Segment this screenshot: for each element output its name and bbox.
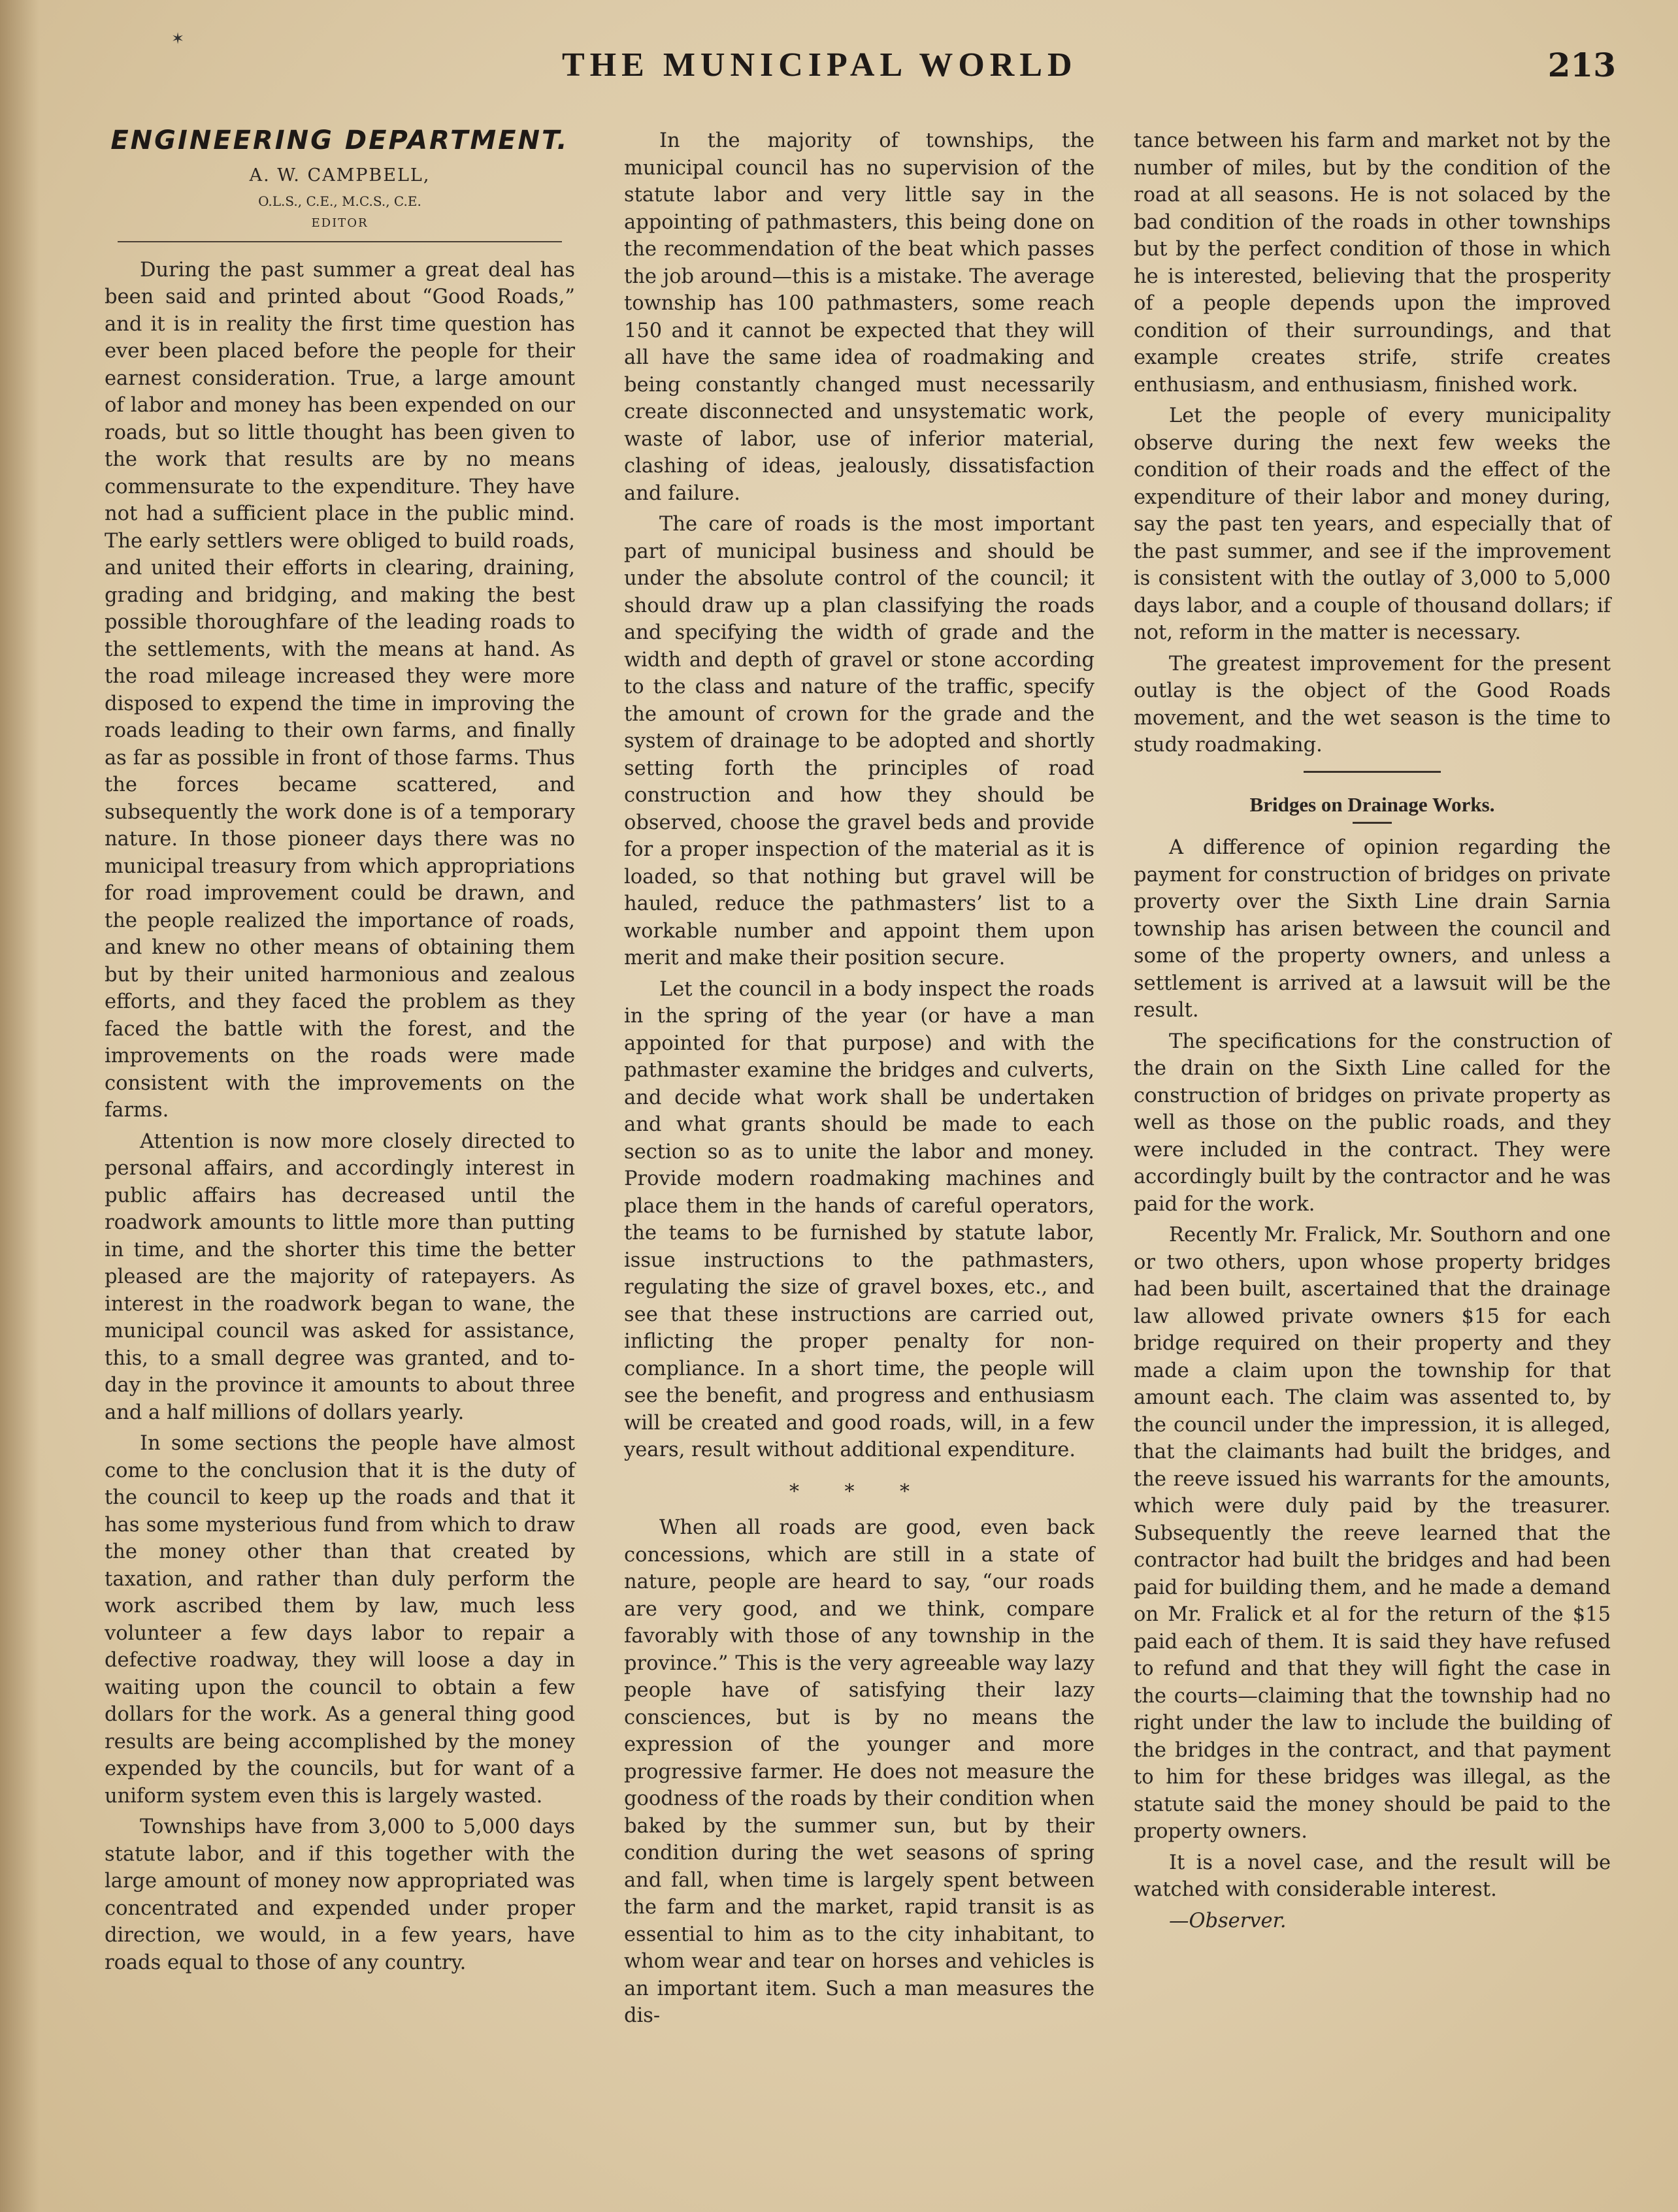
page-header	[0, 46, 1678, 105]
article-subheading: Bridges on Drainage Works.	[1249, 792, 1495, 816]
paragraph: The specifications for the construction of the drain on the Sixth Line called for the construction of bridges on private property as well as those on the public roads, and they were included in the contract. They were accordingly built by the contractor and he was paid for the work.	[1134, 1030, 1611, 1216]
signature: —Observer.	[1169, 1909, 1287, 1932]
ink-fleck: ✶	[171, 29, 185, 48]
editor-role: EDITOR	[311, 216, 369, 230]
column-1	[105, 127, 575, 1980]
editor-credentials: O.L.S., C.E., M.C.S., C.E.	[258, 193, 421, 209]
paragraph: The care of roads is the most important part of municipal business and should be under the absolute control of the council; it should draw up a plan classifying the roads and specifying the width of grade and the width and depth of gravel or stone according to the class and nature of the traffic, specify the amount of crown for the grade and the system of drainage to be adopted and shortly setting forth the principles of road construction and how they should be observed, choose the gravel beds and provide for a proper inspection of the material as it is loaded, so that nothing but gravel will be hauled, reduce the pathmasters’ list to a workable number and appoint them upon merit and make their position secure.	[624, 513, 1094, 969]
column-2	[624, 127, 1094, 2034]
column-3	[1134, 127, 1611, 1938]
page-edge-shadow	[0, 0, 39, 2212]
paragraph: During the past summer a great deal has been said and printed about “Good Roads,” and it is in reality the first time question has ever been placed before the people for their earnest consideration. True, a large amount of labor and money has been expended on our roads, but so little thought has been given to the work that results are by no means commensurate to the expenditure. They have not had a sufficient place in the public mind. The early settlers were obliged to build roads, and united their efforts in clearing, draining, grading and bridging, and making the best possible thoroughfare of the leading roads to the settlements, with the means at hand. As the road mileage increased they were more disposed to expend the time in improving the roads leading to their own farms, and finally as far as possible in front of those farms. Thus the forces became scattered, and subsequently the work done is of a temporary nature. In those pioneer days there was no municipal treasury from which appropriations for road improvement could be drawn, and the people realized the importance of roads, and knew no other means of obtaining them but by their united harmonious and zealous efforts, and they faced the problem as they faced the battle with the forest, and the improvements on the roads were made consistent with the improvements on the farms.	[105, 258, 575, 1122]
subheading-rule	[1353, 822, 1392, 824]
department-heading: ENGINEERING DEPARTMENT.	[110, 125, 569, 155]
paragraph: Attention is now more closely directed to personal affairs, and accordingly interest in public affairs has decreased until the roadwork amounts to little more than putting in time, and the shorter this time the better pleased are the majority of ratepayers. As interest in the roadwork began to wane, the municipal council was asked for assistance, this, to a small degree was granted, and to-day in the province it amounts to about three and a half millions of dollars yearly.	[105, 1130, 575, 1424]
paragraph: A difference of opinion regarding the payment for construction of bridges on private proverty over the Sixth Line drain Sarnia township has arisen between the council and some of the property owners, and unless a settlement is arrived at a lawsuit will be the result.	[1134, 836, 1611, 1022]
paragraph: Let the council in a body inspect the roads in the spring of the year (or have a man appointed for that purpose) and with the pathmaster examine the bridges and culverts, and decide what work shall be undertaken and what grants should be made to each section so as to unite the labor and money. Provide modern roadmaking machines and place them in the hands of careful operators, the teams to be furnished by statute labor, issue instructions to the pathmasters, regulating the size of gravel boxes, etc., and see that these instructions are carried out, inflicting the proper penalty for non-compliance. In a short time, the people will see the benefit, and progress and enthusiasm will be created and good roads, will, in a few years, result without additional expenditure.	[624, 977, 1094, 1461]
paragraph: Recently Mr. Fralick, Mr. Southorn and one or two others, upon whose property bridges had been built, ascertained that the drainage law allowed private owners $15 for each bridge required on their property and they made a claim upon the township for that amount each. The claim was assented to, by the council under the impression, it is alleged, that the claimants had built the bridges, and the reeve issued his warrants for the amounts, which were duly paid by the treasurer. Subsequently the reeve learned that the contractor had built the bridges and had been paid for building them, and he made a demand on Mr. Fralick et al for the return of the $15 paid each of them. It is said they have refused to refund and that they will fight the case in the courts—claiming that the township had no right under the law to include the building of the bridges in the contract, and that payment to him for these bridges was illegal, as the statute said the money should be paid to the property owners.	[1134, 1224, 1611, 1843]
paragraph: The greatest improvement for the present outlay is the object of the Good Roads movement, and the wet season is the time to study roadmaking.	[1134, 652, 1611, 756]
paragraph: It is a novel case, and the result will be watched with considerable interest.	[1134, 1851, 1611, 1901]
article-divider	[1304, 771, 1441, 773]
paragraph: Townships have from 3,000 to 5,000 days statute labor, and if this together with the large amount of money now appropriated was concentrated and expended under proper direction, we would, in a few years, have roads equal to those of any country.	[105, 1815, 575, 1974]
masthead: THE MUNICIPAL WORLD	[562, 46, 1078, 84]
page-number: 213	[1547, 46, 1616, 84]
paragraph: In the majority of townships, the municipal council has no supervision of the statute labor and very little say in the appointing of pathmasters, this being done on the recommendation of the beat which passes the job around—this is a mistake. The average township has 100 pathmasters, some reach 150 and it cannot be expected that they will all have the same idea of roadmaking and being constantly changed must necessarily create disconnected and unsystematic work, waste of labor, use of inferior material, clashing of ideas, jealously, dissatisfaction and failure.	[624, 129, 1094, 505]
paragraph: Let the people of every municipality observe during the next few weeks the condition of their roads and the effect of the expenditure of their labor and money during, say the past ten years, and especially that of the past summer, and see if the improvement is consistent with the outlay of 3,000 to 5,000 days labor, and a couple of thousand dollars; if not, reform in the matter is necessary.	[1134, 404, 1611, 644]
section-divider	[118, 241, 562, 242]
paragraph: When all roads are good, even back concessions, which are still in a state of nature, people are heard to say, “our roads are very good, and we think, compare favorably with those of any township in the province.” This is the very agreeable way lazy people have of satisfying their lazy consciences, but is by no means the expression of the younger and more progressive farmer. He does not measure the goodness of the roads by their condition when baked by the summer sun, but by their condition during the wet seasons of spring and fall, when time is largely spent between the farm and the market, rapid transit is as essential to him as to the city inhabitant, to whom wear and tear on horses and vehicles is an important item. Such a man measures the dis-	[624, 1516, 1094, 2027]
paragraph: In some sections the people have almost come to the conclusion that it is the duty of the council to keep up the roads and that it has some mysterious fund from which to draw the money other than that created by taxation, and rather than duly perform the work ascribed them by law, much less volunteer a few days labor to repair a defective roadway, they will loose a day in waiting upon the council to obtain a few dollars for the work. As a general thing good results are being accomplished by the money expended by the councils, but for want of a uniform system even this is largely wasted.	[105, 1432, 575, 1808]
paragraph-continued: tance between his farm and market not by the number of miles, but by the condition of the road at all seasons. He is not solaced by the bad condition of the roads in other townships but by the perfect condition of those in which he is interested, believing that the prosperity of a people depends upon the improved condition of their surroundings, and that example creates strife, strife creates enthusiasm, and enthusiasm, finished work.	[1134, 129, 1611, 397]
section-separator: * * *	[789, 1480, 930, 1503]
editor-name: A. W. CAMPBELL,	[249, 165, 431, 186]
